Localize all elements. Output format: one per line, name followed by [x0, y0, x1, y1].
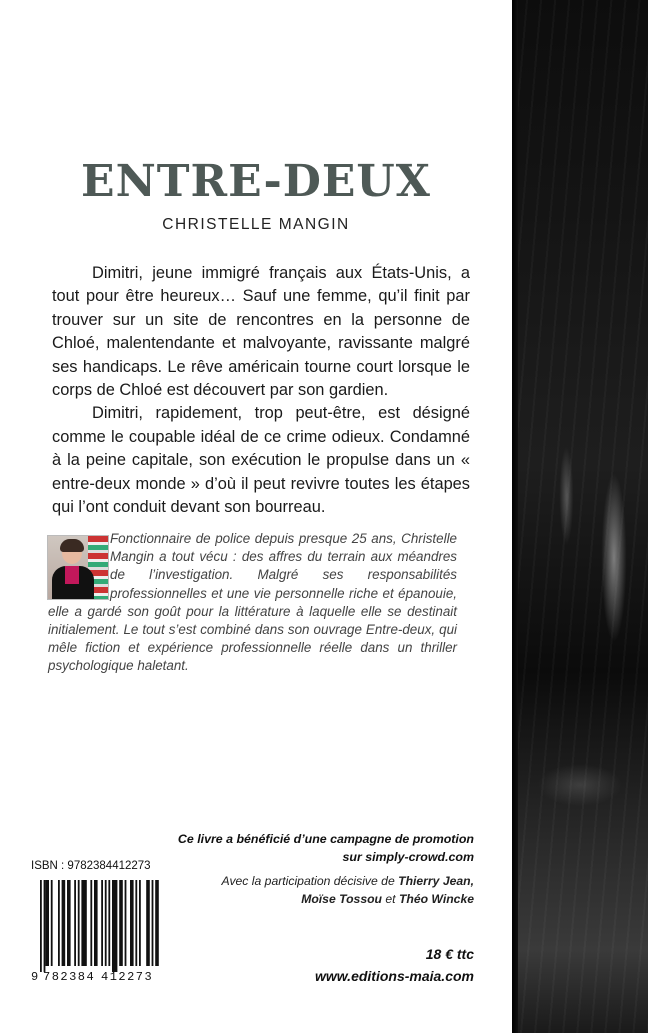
barcode-bar	[105, 880, 107, 966]
author-bio	[48, 530, 457, 676]
participation-prefix: Avec la participation décisive de	[221, 874, 399, 888]
book-title: ENTRE-DEUX	[81, 156, 431, 207]
barcode-digit-first: 9	[31, 970, 39, 982]
barcode-bar	[81, 880, 86, 966]
barcode-bar	[119, 880, 123, 966]
barcode-bar	[155, 880, 159, 966]
synopsis	[52, 262, 470, 519]
participant-name: Thierry Jean,	[398, 874, 474, 888]
barcode-bar	[40, 880, 42, 972]
barcode-bar	[130, 880, 134, 966]
barcode-bars	[40, 880, 160, 972]
barcode-digits-left: 782384	[43, 970, 96, 982]
barcode-bar	[112, 880, 117, 972]
barcode-bar	[94, 880, 98, 966]
participation-note	[154, 872, 474, 908]
barcode-bar	[44, 880, 46, 972]
cover-photo-strip	[512, 0, 648, 1033]
barcode-bar	[125, 880, 127, 966]
participant-name: Moïse Tossou	[301, 892, 382, 906]
barcode-bar	[45, 880, 49, 966]
barcode-bar	[67, 880, 71, 966]
author-name: CHRISTELLE MANGIN	[162, 216, 350, 233]
barcode-bar	[135, 880, 137, 966]
barcode-bar	[146, 880, 150, 966]
isbn-label: ISBN : 9782384412273	[31, 860, 151, 872]
publisher-website[interactable]: www.editions-maia.com	[315, 968, 474, 984]
author-bio-text: Fonctionnaire de police depuis presque 25 ans, Christelle Mangin a tout vécu : des affres du terrain aux méandres de l’investigation. Malgré ses responsabilités professionnelles et une vie personnelle riche et épanouie, elle a gardé son goût pour la littérature à laquelle elle se destinait initialement. Le tout s’est combiné dans son ouvrage Entre-deux, qui mêle fiction et expérience professionnelle réelle dans un thriller psychologique haletant.	[48, 531, 457, 674]
barcode-bar	[78, 880, 80, 966]
isbn-barcode	[30, 880, 160, 982]
barcode-bar	[152, 880, 154, 966]
participation-conj: et	[382, 892, 399, 906]
promotion-line: Ce livre a bénéficié d’une campagne de promotion	[177, 832, 474, 846]
barcode-bar	[62, 880, 66, 966]
barcode-bar	[90, 880, 92, 966]
synopsis-paragraph: Dimitri, rapidement, trop peut-être, est désigné comme le coupable idéal de ce crime odieux. Condamné à la peine capitale, son exécution le propulse dans un « entre-deux monde » d’où il peut revivre toutes les étapes qui l’ont conduit devant son bourreau.	[52, 404, 470, 517]
synopsis-paragraph: Dimitri, jeune immigré français aux États-Unis, a tout pour être heureux… Sauf une femme, qu’il finit par trouver sur un site de rencontres en la personne de Chloé, malentendante et malvoyante, ravissante malgré ses handicaps. Le rêve américain tourne court lorsque le corps de Chloé est découvert par son gardien.	[52, 264, 470, 400]
barcode-bar	[74, 880, 76, 966]
barcode-digits-right: 412273	[101, 970, 154, 982]
price: 18 € ttc	[425, 946, 474, 962]
barcode-bar	[108, 880, 110, 966]
barcode-graphic	[30, 880, 160, 982]
barcode-bar	[51, 880, 53, 966]
promotion-line: sur simply-crowd.com	[342, 850, 474, 864]
promotion-note	[154, 830, 474, 866]
barcode-bar	[58, 880, 60, 966]
participant-name: Théo Wincke	[398, 892, 474, 906]
barcode-bar	[101, 880, 103, 966]
barcode-bar	[139, 880, 141, 966]
